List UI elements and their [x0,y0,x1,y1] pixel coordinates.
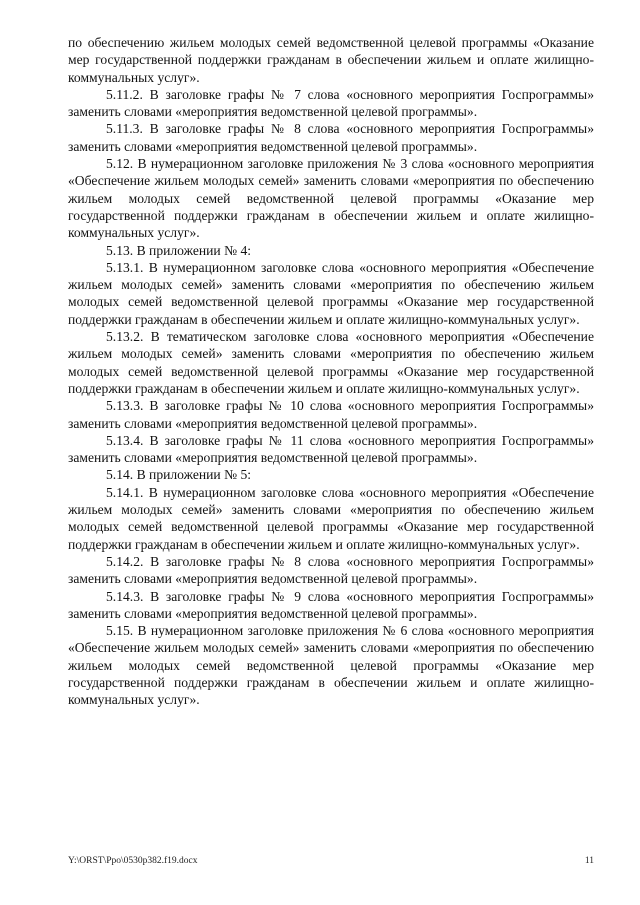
paragraph-5-13-1: 5.13.1. В нумерационном заголовке слова «основного мероприятия «Обеспечение жильем молодых семей» заменить словами «мероприятия по обеспечению жильем молодых семей ведомственной целевой программы «Оказание мер государственной поддержки гражданам в обеспечении жильем и оплате жилищно-коммунальных услуг». [68,259,594,327]
paragraph-5-13-2: 5.13.2. В тематическом заголовке слова «основного мероприятия «Обеспечение жильем молодых семей» заменить словами «мероприятия по обеспечению жильем молодых семей ведомственной целевой программы «Оказание мер государственной поддержки гражданам в обеспечении жильем и оплате жилищно-коммунальных услуг». [68,329,594,396]
paragraph-5-15: 5.15. В нумерационном заголовке приложения № 6 слова «основного мероприятия «Обеспечение жильем молодых семей» заменить словами «мероприятия по обеспечению жильем молодых семей ведомственной целевой программы «Оказание мер государственной поддержки гражданам в обеспечении жильем и оплате жилищно-коммунальных услуг». [68,623,594,708]
paragraph-5-12: 5.12. В нумерационном заголовке приложения № 3 слова «основного мероприятия «Обеспечение жильем молодых семей» заменить словами «мероприятия по обеспечению жильем молодых семей ведомственной целевой программы «Оказание мер государственной поддержки гражданам в обеспечении жильем и оплате жилищно-коммунальных услуг». [68,156,594,241]
paragraph-5-11-2: 5.11.2. В заголовке графы № 7 слова «основного мероприятия Госпрограммы» заменить словами «мероприятия ведомственной целевой программы». [68,86,594,120]
paragraph-continuation: по обеспечению жильем молодых семей ведомственной целевой программы «Оказание мер государственной поддержки гражданам в обеспечении жильем и оплате жилищно-коммунальных услуг». [68,35,594,85]
paragraph-5-13-3: 5.13.3. В заголовке графы № 10 слова «основного мероприятия Госпрограммы» заменить словами «мероприятия ведомственной целевой программы». [68,398,594,431]
page-number: 11 [584,856,594,866]
document-body [68,34,594,709]
paragraph-5-13: 5.13. В приложении № 4: [106,242,252,258]
paragraph-5-14: 5.14. В приложении № 5: [106,467,252,483]
paragraph-5-14-1: 5.14.1. В нумерационном заголовке слова «основного мероприятия «Обеспечение жильем молодых семей» заменить словами «мероприятия по обеспечению жильем молодых семей ведомственной целевой программы «Оказание мер государственной поддержки гражданам в обеспечении жильем и оплате жилищно-коммунальных услуг». [68,484,594,552]
paragraph-5-13-4: 5.13.4. В заголовке графы № 11 слова «основного мероприятия Госпрограммы» заменить словами «мероприятия ведомственной целевой программы». [68,432,594,466]
file-path: Y:\ORST\Ppo\0530p382.f19.docx [68,856,198,866]
paragraph-5-14-2: 5.14.2. В заголовке графы № 8 слова «основного мероприятия Госпрограммы» заменить словами «мероприятия ведомственной целевой программы». [68,553,594,587]
paragraph-5-14-3: 5.14.3. В заголовке графы № 9 слова «основного мероприятия Госпрограммы» заменить словами «мероприятия ведомственной целевой программы». [68,588,594,621]
paragraph-5-11-3: 5.11.3. В заголовке графы № 8 слова «основного мероприятия Госпрограммы» заменить словами «мероприятия ведомственной целевой программы». [68,121,594,154]
